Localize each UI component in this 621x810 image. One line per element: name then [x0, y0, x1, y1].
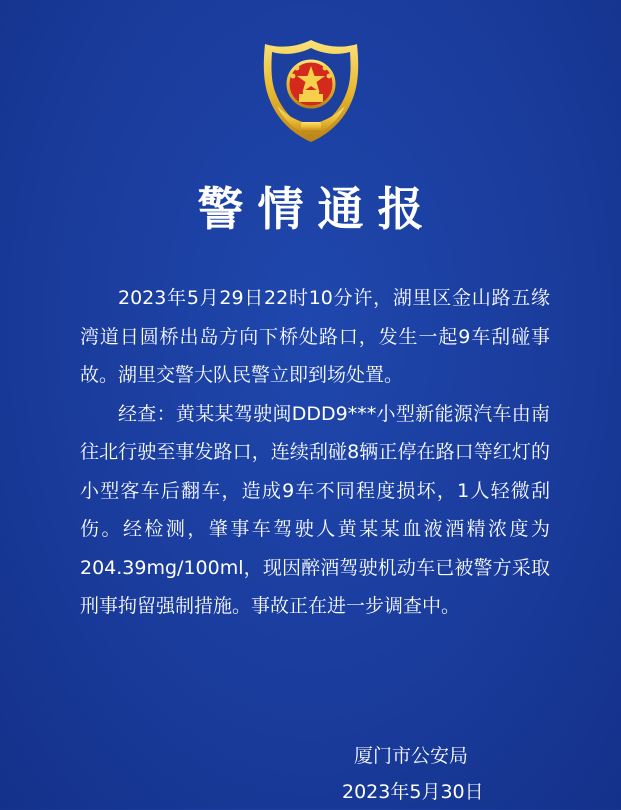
notice-paragraph-1: 2023年5月29日22时10分许，湖里区金山路五缘湾道日圆桥出岛方向下桥处路口，发生一起9车刮碰事故。湖里交警大队民警立即到场处置。	[80, 287, 550, 386]
signature-date: 2023年5月30日	[342, 781, 484, 803]
notice-title: 警情通报	[197, 182, 438, 236]
signature-organization: 厦门市公安局	[354, 745, 469, 767]
notice-body	[80, 279, 550, 626]
police-emblem-icon	[255, 36, 367, 148]
notice-paragraph-2: 经查：黄某某驾驶闽DDD9***小型新能源汽车由南往北行驶至事发路口，连续刮碰8辆正停在路口等红灯的小型客车后翻车，造成9车不同程度损坏，1人轻微刮伤。经检测，肇事车驾驶人黄某某血液酒精浓度为204.39mg/100ml，现因醉酒驾驶机动车已被警方采取刑事拘留强制措施。事故正在进一步调查中。	[80, 402, 550, 617]
notice-signature	[320, 738, 520, 810]
